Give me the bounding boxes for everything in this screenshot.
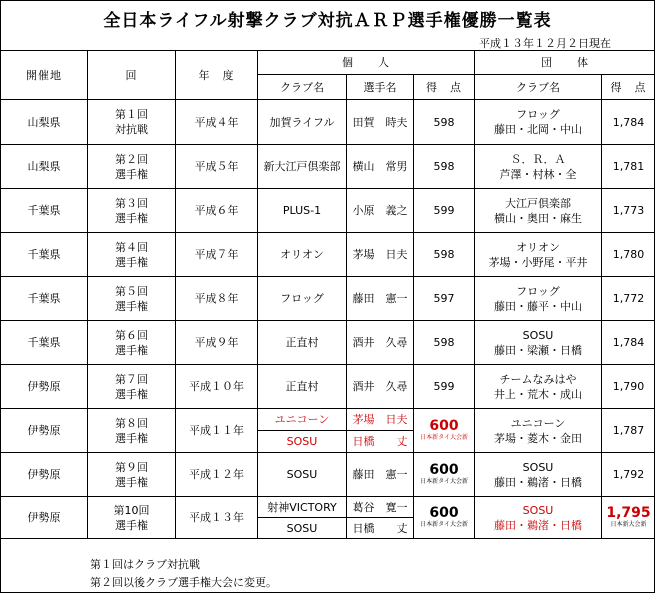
- score-note: 日本新タイ大会新: [420, 521, 468, 528]
- venue-cell: 千葉県: [1, 233, 88, 277]
- header-year: 年 度: [176, 51, 258, 100]
- team-members: 藤田・藤平・中山: [494, 299, 583, 313]
- score-cell: 598: [414, 145, 475, 189]
- venue-cell: 伊勢原: [1, 497, 88, 539]
- score-note: 日本新タイ大会新: [420, 478, 468, 485]
- club-cell: SOSU: [258, 431, 347, 453]
- round-type: 対抗戦: [115, 123, 148, 136]
- player-cell: 田賀 時夫: [347, 100, 414, 145]
- player-cell: 酒井 久尋: [347, 365, 414, 409]
- venue-cell: 山梨県: [1, 100, 88, 145]
- round-type: 選手権: [115, 518, 148, 532]
- team-cell: [475, 497, 602, 539]
- year-cell: 平成１３年: [176, 497, 258, 539]
- venue-cell: 山梨県: [1, 145, 88, 189]
- team-name: チームなみはや: [499, 372, 577, 386]
- score-value: 600: [429, 505, 459, 521]
- team-score-cell: 1,784: [602, 321, 655, 365]
- footnotes: [90, 556, 277, 592]
- round-cell: [88, 321, 176, 365]
- round-type: 選手権: [115, 387, 148, 401]
- score-cell: [414, 453, 475, 497]
- round-cell: [88, 145, 176, 189]
- year-cell: 平成１０年: [176, 365, 258, 409]
- page-title: 全日本ライフル射撃クラブ対抗ＡＲＰ選手権優勝一覧表: [103, 11, 552, 31]
- round-cell: [88, 189, 176, 233]
- team-members: 藤田・北岡・中山: [494, 123, 583, 136]
- venue-cell: 千葉県: [1, 321, 88, 365]
- score-value: 600: [429, 418, 459, 434]
- header-row-1: [1, 51, 655, 75]
- round-type: 選手権: [115, 211, 148, 225]
- team-name: フロッグ: [516, 108, 560, 121]
- header-team-club: クラブ名: [475, 75, 602, 100]
- team-name: ユニコーン: [510, 416, 566, 430]
- player-cell: 横山 常男: [347, 145, 414, 189]
- team-cell: [475, 100, 602, 145]
- club-cell: 加賀ライフル: [258, 100, 347, 145]
- score-cell: 599: [414, 189, 475, 233]
- team-score-cell: 1,773: [602, 189, 655, 233]
- table-row: [1, 497, 655, 518]
- team-score-cell: 1,790: [602, 365, 655, 409]
- team-name: フロッグ: [516, 284, 560, 298]
- round-type: 選手権: [115, 475, 148, 489]
- year-cell: 平成６年: [176, 189, 258, 233]
- round-type: 選手権: [115, 299, 148, 313]
- team-name: SOSU: [522, 328, 554, 342]
- venue-cell: 千葉県: [1, 189, 88, 233]
- year-cell: 平成５年: [176, 145, 258, 189]
- footnote: 第２回以後クラブ選手権大会に変更。: [90, 576, 277, 589]
- team-score-value: 1,795: [606, 505, 651, 521]
- club-cell: フロッグ: [258, 277, 347, 321]
- score-cell: 599: [414, 365, 475, 409]
- round-cell: [88, 365, 176, 409]
- player-cell: 藤田 憲一: [347, 453, 414, 497]
- score-cell: 598: [414, 100, 475, 145]
- round-type: 選手権: [115, 255, 148, 269]
- round-cell: [88, 233, 176, 277]
- team-score-cell: 1,772: [602, 277, 655, 321]
- as-of-date: 平成１３年１２月２日現在: [479, 37, 611, 50]
- team-score-cell: 1,780: [602, 233, 655, 277]
- club-cell: PLUS-1: [258, 189, 347, 233]
- round-type: 選手権: [115, 431, 148, 445]
- round-cell: [88, 100, 176, 145]
- table-row: [1, 233, 655, 277]
- score-note: 日本新タイ大会新: [420, 434, 468, 441]
- round-cell: [88, 409, 176, 453]
- round-number: 第９回: [115, 460, 148, 474]
- table-row: [1, 321, 655, 365]
- table-row: [1, 365, 655, 409]
- team-name: オリオン: [516, 240, 560, 254]
- round-number: 第５回: [115, 284, 148, 298]
- team-cell: [475, 453, 602, 497]
- year-cell: 平成９年: [176, 321, 258, 365]
- year-cell: 平成７年: [176, 233, 258, 277]
- score-cell: 597: [414, 277, 475, 321]
- team-cell: [475, 365, 602, 409]
- team-cell: [475, 189, 602, 233]
- score-cell: 598: [414, 321, 475, 365]
- team-cell: [475, 233, 602, 277]
- round-number: 第１回: [115, 108, 148, 121]
- venue-cell: 伊勢原: [1, 453, 88, 497]
- club-cell: SOSU: [258, 453, 347, 497]
- team-members: 藤田・梁瀬・日橋: [494, 343, 583, 357]
- team-name: SOSU: [522, 503, 554, 517]
- venue-cell: 伊勢原: [1, 409, 88, 453]
- score-value: 600: [429, 462, 459, 478]
- round-number: 第６回: [115, 328, 148, 342]
- table-row: [1, 277, 655, 321]
- team-name: Ｓ．Ｒ．Ａ: [510, 152, 566, 166]
- round-number: 第４回: [115, 240, 148, 254]
- team-score-cell: 1,787: [602, 409, 655, 453]
- score-cell: [414, 409, 475, 453]
- club-cell: SOSU: [258, 518, 347, 539]
- club-cell: 射神VICTORY: [258, 497, 347, 518]
- team-members: 芦澤・村林・全: [499, 167, 577, 181]
- table-row: [1, 100, 655, 145]
- club-cell: 新大江戸倶楽部: [258, 145, 347, 189]
- round-type: 選手権: [115, 167, 148, 181]
- header-team-score: 得 点: [602, 75, 655, 100]
- player-cell: 日橋 丈: [347, 431, 414, 453]
- round-cell: [88, 277, 176, 321]
- year-cell: 平成１１年: [176, 409, 258, 453]
- player-cell: 日橋 丈: [347, 518, 414, 539]
- year-cell: 平成４年: [176, 100, 258, 145]
- header-venue: 開催地: [1, 51, 88, 100]
- team-members: 藤田・鵜渚・日橋: [494, 518, 583, 532]
- team-cell: [475, 277, 602, 321]
- round-type: 選手権: [115, 343, 148, 357]
- header-player: 選手名: [347, 75, 414, 100]
- round-number: 第７回: [115, 372, 148, 386]
- header-round: 回: [88, 51, 176, 100]
- header-club: クラブ名: [258, 75, 347, 100]
- table-row: [1, 409, 655, 431]
- results-table: [0, 50, 655, 539]
- team-score-cell: [602, 497, 655, 539]
- header-team: 団 体: [475, 51, 655, 75]
- team-score-cell: 1,792: [602, 453, 655, 497]
- score-cell: [414, 497, 475, 539]
- team-cell: [475, 321, 602, 365]
- team-members: 横山・奥田・麻生: [494, 211, 583, 225]
- year-cell: 平成１２年: [176, 453, 258, 497]
- player-cell: 藤田 憲一: [347, 277, 414, 321]
- team-members: 井上・荒木・成山: [494, 387, 583, 401]
- round-cell: [88, 453, 176, 497]
- table-row: [1, 453, 655, 497]
- team-members: 茅場・菱木・金田: [494, 431, 583, 445]
- header-individual: 個 人: [258, 51, 475, 75]
- table-row: [1, 189, 655, 233]
- round-number: 第３回: [115, 196, 148, 210]
- score-cell: 598: [414, 233, 475, 277]
- team-cell: [475, 409, 602, 453]
- player-cell: 茅場 日夫: [347, 409, 414, 431]
- round-number: 第10回: [113, 503, 150, 517]
- player-cell: 茅場 日夫: [347, 233, 414, 277]
- venue-cell: 伊勢原: [1, 365, 88, 409]
- round-cell: [88, 497, 176, 539]
- team-members: 藤田・鵜渚・日橋: [494, 475, 583, 489]
- team-name: SOSU: [522, 460, 554, 474]
- club-cell: オリオン: [258, 233, 347, 277]
- player-cell: 葛谷 寛一: [347, 497, 414, 518]
- team-score-note: 日本新大会新: [610, 521, 647, 528]
- club-cell: 正直村: [258, 365, 347, 409]
- venue-cell: 千葉県: [1, 277, 88, 321]
- footnote: 第１回はクラブ対抗戦: [90, 558, 200, 571]
- header-score: 得 点: [414, 75, 475, 100]
- team-score-cell: 1,784: [602, 100, 655, 145]
- team-score-cell: 1,781: [602, 145, 655, 189]
- player-cell: 酒井 久尋: [347, 321, 414, 365]
- round-number: 第８回: [115, 416, 148, 430]
- team-name: 大江戸倶楽部: [505, 196, 572, 210]
- team-members: 茅場・小野尾・平井: [488, 255, 588, 269]
- year-cell: 平成８年: [176, 277, 258, 321]
- player-cell: 小原 義之: [347, 189, 414, 233]
- club-cell: ユニコーン: [258, 409, 347, 431]
- round-number: 第２回: [115, 152, 148, 166]
- team-cell: [475, 145, 602, 189]
- club-cell: 正直村: [258, 321, 347, 365]
- table-row: [1, 145, 655, 189]
